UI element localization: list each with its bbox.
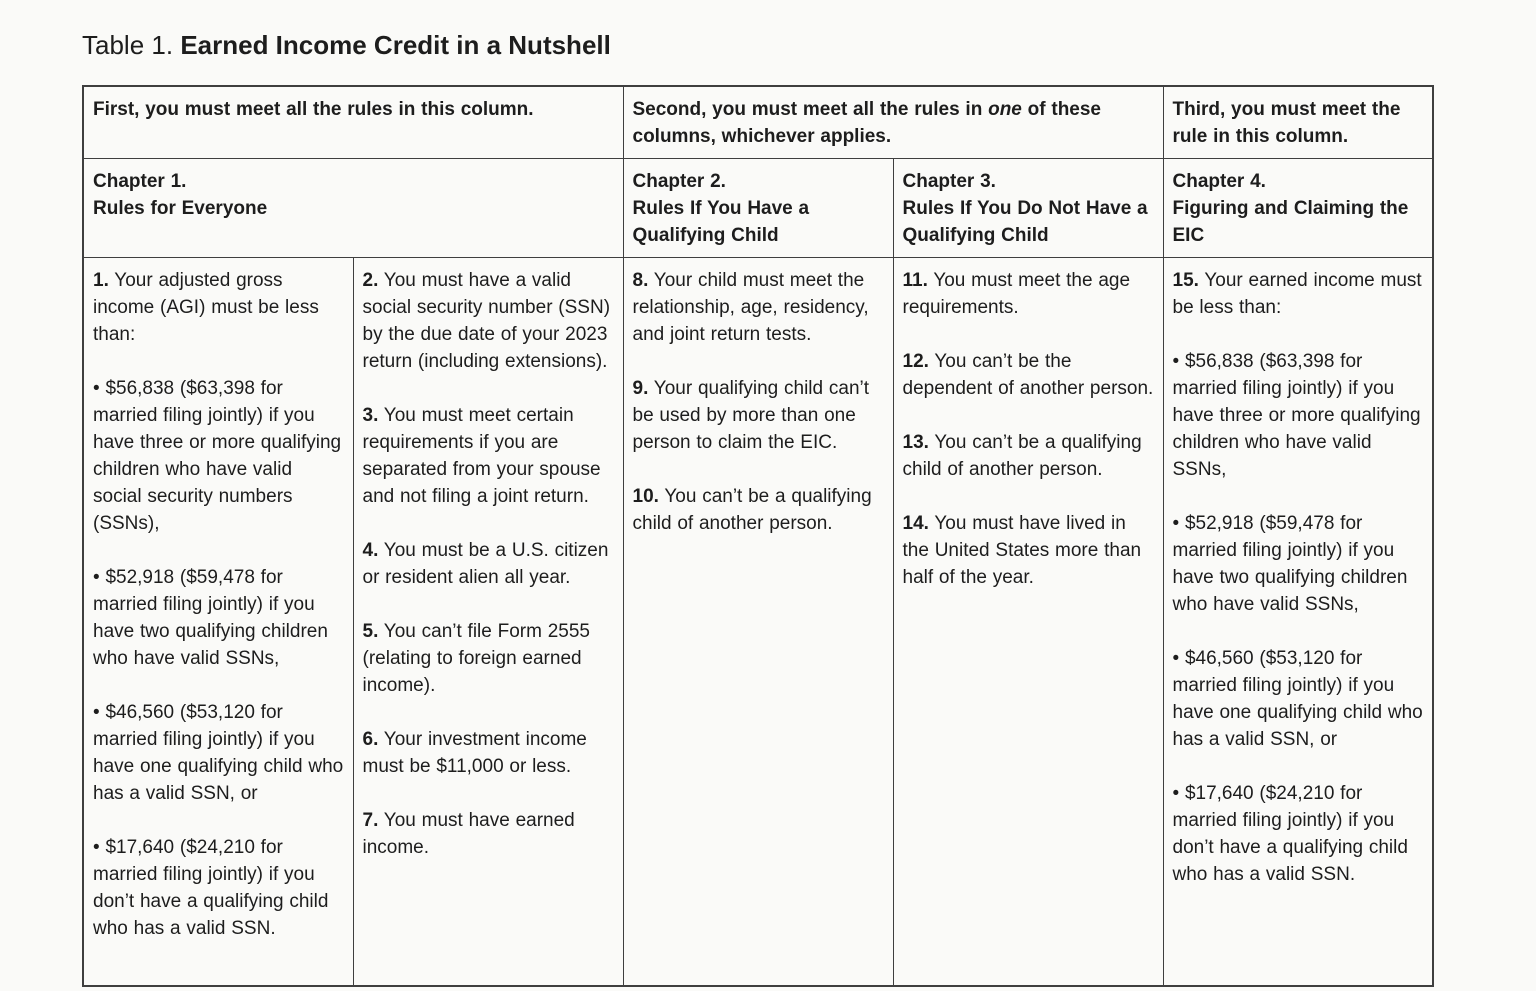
chapter-name: Rules If You Do Not Have a Qualifying Child xyxy=(902,198,1148,247)
bullet-icon: • xyxy=(1172,648,1180,670)
rule-item xyxy=(1173,267,1426,321)
bullet-item xyxy=(1173,645,1426,753)
bullet-item xyxy=(93,375,346,537)
rule-number: 4. xyxy=(362,540,379,562)
rules-no-qualifying-child-cell xyxy=(893,258,1163,986)
rule-number: 6. xyxy=(362,729,379,751)
rule-number: 3. xyxy=(362,405,379,427)
rule-text: $52,918 ($59,478 for married filing jointly) if you have two qualifying children who have valid SSNs, xyxy=(93,567,328,670)
rule-number: 15. xyxy=(1172,270,1199,292)
rule-item xyxy=(363,618,616,699)
rule-number: 8. xyxy=(632,270,649,292)
bullet-item xyxy=(93,699,346,807)
table-title-number: Table 1. xyxy=(82,30,174,60)
rule-text: You can’t file Form 2555 (relating to foreign earned income). xyxy=(362,621,590,697)
chapter-2-header xyxy=(623,159,893,258)
chapter-4-header xyxy=(1163,159,1433,258)
rule-text: You must have earned income. xyxy=(362,810,575,859)
rule-number: 14. xyxy=(902,513,929,535)
header-first-text: First, you must meet all the rules in this column. xyxy=(93,99,534,121)
rules-body-row xyxy=(83,258,1433,986)
chapter-3-header xyxy=(893,159,1163,258)
table-title-text: Earned Income Credit in a Nutshell xyxy=(180,30,611,60)
rule-item xyxy=(93,267,346,348)
chapter-1-header xyxy=(83,159,623,258)
rules-everyone-other-cell xyxy=(353,258,623,986)
bullet-icon: • xyxy=(1172,783,1180,805)
rule-text: Your qualifying child can’t be used by more than one person to claim the EIC. xyxy=(632,378,870,454)
chapter-name: Rules for Everyone xyxy=(93,198,268,220)
bullet-icon: • xyxy=(93,567,100,589)
bullet-item xyxy=(1173,510,1426,618)
header-third-text: Third, you must meet the rule in this column. xyxy=(1172,99,1401,148)
rule-text: You can’t be a qualifying child of another person. xyxy=(902,432,1142,481)
rule-text: You can’t be a qualifying child of another person. xyxy=(632,486,872,535)
rule-item xyxy=(363,537,616,591)
rule-number: 10. xyxy=(632,486,659,508)
bullet-icon: • xyxy=(1172,351,1180,373)
rule-text: $46,560 ($53,120 for married filing jointly) if you have one qualifying child who has a valid SSN, or xyxy=(93,702,344,805)
chapter-header-row xyxy=(83,159,1433,258)
figuring-claiming-eic-cell xyxy=(1163,258,1433,986)
bullet-icon: • xyxy=(93,702,100,724)
chapter-label: Chapter 4. xyxy=(1172,171,1266,193)
rule-number: 11. xyxy=(902,270,928,292)
rule-text: Your child must meet the relationship, age, residency, and joint return tests. xyxy=(632,270,869,346)
rule-text: Your earned income must be less than: xyxy=(1172,270,1422,319)
rules-everyone-agi-cell xyxy=(83,258,353,986)
rule-text: You must meet certain requirements if you are separated from your spouse and not filing a joint return. xyxy=(362,405,601,508)
bullet-icon: • xyxy=(93,378,100,400)
rule-number: 1. xyxy=(93,270,109,292)
rule-text: $17,640 ($24,210 for married filing jointly) if you don’t have a qualifying child who has a valid SSN. xyxy=(1172,783,1408,886)
bullet-item xyxy=(1173,780,1426,888)
rule-text: You must have a valid social security number (SSN) by the due date of your 2023 return (including extensions). xyxy=(362,270,611,373)
header-second-emphasis: one xyxy=(988,99,1022,121)
bullet-icon: • xyxy=(93,837,100,859)
chapter-label: Chapter 1. xyxy=(93,171,187,193)
rule-text: You must have lived in the United States more than half of the year. xyxy=(902,513,1142,589)
rule-item xyxy=(633,375,886,456)
rule-item xyxy=(903,510,1156,591)
header-second-prefix: Second, you must meet all the rules in xyxy=(632,99,989,121)
chapter-label: Chapter 3. xyxy=(902,171,996,193)
bullet-item xyxy=(93,564,346,672)
rule-number: 12. xyxy=(902,351,929,373)
rule-text: You must meet the age requirements. xyxy=(902,270,1131,319)
rule-item xyxy=(363,267,616,375)
chapter-name: Rules If You Have a Qualifying Child xyxy=(632,198,810,247)
rule-item xyxy=(363,402,616,510)
rule-text: You must be a U.S. citizen or resident alien all year. xyxy=(362,540,609,589)
header-second-column xyxy=(623,86,1163,159)
table-title xyxy=(82,30,1436,61)
rules-qualifying-child-cell xyxy=(623,258,893,986)
bullet-item xyxy=(1173,348,1426,483)
rule-text: $17,640 ($24,210 for married filing jointly) if you don’t have a qualifying child who has a valid SSN. xyxy=(93,837,329,940)
rule-text: $46,560 ($53,120 for married filing jointly) if you have one qualifying child who has a valid SSN, or xyxy=(1172,648,1423,751)
bullet-item xyxy=(93,834,346,942)
rule-item xyxy=(903,348,1156,402)
rule-item xyxy=(633,267,886,348)
rule-text: $52,918 ($59,478 for married filing jointly) if you have two qualifying children who have valid SSNs, xyxy=(1172,513,1408,616)
header-second-suffix: of these columns, whichever applies. xyxy=(632,99,1101,148)
rule-item xyxy=(633,483,886,537)
rule-number: 7. xyxy=(362,810,379,832)
chapter-name: Figuring and Claiming the EIC xyxy=(1172,198,1409,247)
eic-nutshell-table xyxy=(82,85,1434,987)
bullet-icon: • xyxy=(1172,513,1180,535)
chapter-label: Chapter 2. xyxy=(632,171,726,193)
rule-item xyxy=(903,429,1156,483)
rule-number: 2. xyxy=(362,270,379,292)
rule-item xyxy=(903,267,1156,321)
rule-text: $56,838 ($63,398 for married filing jointly) if you have three or more qualifying children who have valid social security numbers (SSNs), xyxy=(93,378,342,535)
rule-text: $56,838 ($63,398 for married filing jointly) if you have three or more qualifying children who have valid SSNs, xyxy=(1172,351,1421,481)
rule-item xyxy=(363,726,616,780)
top-header-row xyxy=(83,86,1433,159)
rule-text: You can’t be the dependent of another person. xyxy=(902,351,1154,400)
rule-text: Your investment income must be $11,000 or less. xyxy=(362,729,587,778)
rule-number: 5. xyxy=(362,621,379,643)
header-third-column xyxy=(1163,86,1433,159)
header-first-column xyxy=(83,86,623,159)
rule-number: 9. xyxy=(632,378,649,400)
rule-number: 13. xyxy=(902,432,929,454)
rule-text: Your adjusted gross income (AGI) must be less than: xyxy=(93,270,319,346)
rule-item xyxy=(363,807,616,861)
